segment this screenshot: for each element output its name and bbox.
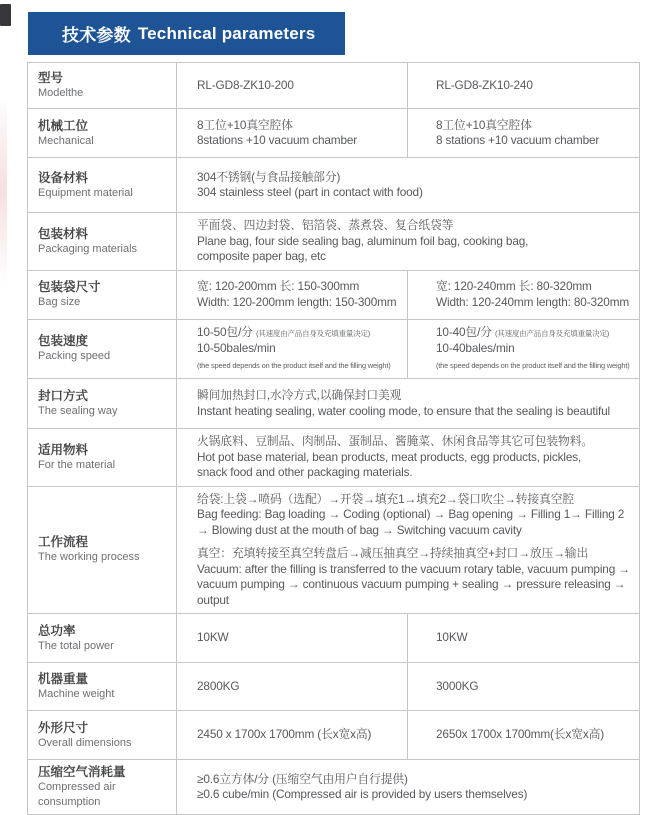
value-text: Width: 120-240mm length: 80-320mm [436, 294, 630, 309]
value-text: RL-GD8-ZK10-240 [436, 77, 533, 92]
value-note: (其速度由产品自身及充填重量决定) [255, 328, 371, 338]
value-text: 10-50bales/min [197, 341, 276, 355]
table-row [28, 109, 640, 158]
value-note: (the speed depends on the product itself and the filling weight) [436, 360, 630, 370]
value-line [197, 185, 631, 201]
value-line [197, 787, 631, 803]
row-label-zh: 机器重量 [38, 672, 89, 686]
value-line [197, 357, 399, 374]
value-line [197, 465, 631, 481]
value-text: 10-40bales/min [436, 341, 515, 355]
row-label-zh: 总功率 [38, 623, 76, 638]
row-label [28, 63, 177, 109]
value-line [197, 679, 399, 695]
row-label-en: The sealing way [38, 405, 118, 417]
value-cell [177, 614, 408, 663]
row-label [28, 663, 177, 711]
value-text: 瞬间加热封口,水冷方式,以确保封口美观 [197, 388, 402, 402]
value-line [436, 295, 631, 311]
row-label [28, 109, 177, 158]
row-label-en: Machine weight [38, 688, 115, 700]
value-text: 304 stainless steel (part in contact with food) [197, 185, 423, 199]
row-label-en: Equipment material [38, 186, 133, 199]
value-cell [177, 63, 408, 109]
row-label-en: For the material [38, 458, 116, 471]
table-row [28, 63, 640, 109]
value-cell [408, 663, 640, 711]
value-cell [408, 63, 640, 109]
row-label-en: Packing speed [38, 350, 111, 363]
scan-smudge [0, 95, 7, 285]
value-text: 平面袋、四边封袋、铝箔袋、蒸煮袋、复合纸袋等 [197, 218, 454, 232]
row-label-zh: 机械工位 [38, 118, 89, 133]
table-row [28, 319, 640, 379]
row-label-zh: 封口方式 [38, 389, 89, 403]
table-row [28, 663, 640, 711]
value-line [197, 546, 631, 562]
value-text: 给袋:上袋→喷码（选配）→开袋→填充1→填充2→袋口吹尘→转接真空腔 [197, 491, 575, 506]
value-line [197, 249, 631, 265]
value-text: snack food and other packaging materials. [197, 465, 413, 479]
value-text: 10-50包/分 [197, 324, 256, 339]
value-text: 10KW [436, 630, 468, 645]
row-label-en: Mechanical [38, 134, 94, 147]
value-cell [177, 711, 408, 760]
value-cell [177, 213, 640, 271]
section-title-zh: 技术参数 [62, 26, 131, 45]
value-line [197, 218, 631, 234]
row-label-en: Overall dimensions [38, 736, 132, 749]
spec-table-body [28, 63, 640, 815]
value-text: 2800KG [197, 678, 240, 693]
table-row [28, 270, 640, 319]
row-label-en: Compressed air consumption [38, 781, 116, 808]
value-cell [177, 109, 408, 158]
value-line [436, 325, 631, 342]
value-text: Width: 120-200mm length: 150-300mm [197, 294, 397, 309]
scan-artifact-mark [0, 4, 11, 26]
row-label-zh: 包装材料 [38, 226, 89, 241]
value-text: Instant heating sealing, water cooling mode, to ensure that the sealing is beautiful [197, 403, 611, 418]
row-label-en: Packaging materials [38, 242, 138, 255]
table-row [28, 429, 640, 487]
row-label-zh: 压缩空气消耗量 [38, 765, 126, 779]
table-row [28, 379, 640, 429]
spec-table [27, 62, 640, 815]
value-cell [408, 270, 640, 319]
row-label [28, 158, 177, 213]
row-label [28, 711, 177, 760]
value-line [197, 279, 399, 295]
value-cell [177, 319, 408, 379]
value-line [197, 234, 631, 250]
value-line [197, 507, 631, 538]
value-note: (the speed depends on the product itself and the filling weight) [197, 360, 391, 370]
value-text: 宽: 120-240mm 长: 80-320mm [436, 279, 592, 293]
value-text: RL-GD8-ZK10-200 [197, 77, 294, 92]
row-label [28, 213, 177, 271]
table-row [28, 760, 640, 815]
value-cell [408, 711, 640, 760]
value-line [197, 133, 399, 149]
row-label [28, 379, 177, 429]
row-label-en: The total power [38, 639, 114, 652]
table-row [28, 711, 640, 760]
table-row [28, 158, 640, 213]
section-header-banner [28, 12, 345, 55]
value-cell [408, 109, 640, 158]
value-text: 10-40包/分 [436, 324, 495, 339]
value-line [197, 295, 399, 311]
value-line [197, 404, 631, 420]
value-text: composite paper bag, etc [197, 249, 326, 263]
value-text: 8工位+10真空腔体 [436, 117, 532, 132]
value-text: 304不锈钢(与食品接触部分) [197, 169, 341, 184]
row-label-zh: 包装速度 [38, 334, 89, 349]
value-line [436, 341, 631, 357]
value-text: Plane bag, four side sealing bag, aluminum foil bag, cooking bag, [197, 233, 529, 248]
value-line [436, 630, 631, 646]
value-text: 8stations +10 vacuum chamber [197, 133, 358, 147]
row-label-zh: 设备材料 [38, 170, 89, 185]
value-text: 真空：充填转接至真空转盘后→减压抽真空→持续抽真空+封口→放压→输出 [197, 546, 589, 560]
row-label-en: The working process [38, 551, 140, 564]
value-cell [408, 319, 640, 379]
table-row [28, 486, 640, 614]
row-label-zh: 工作流程 [38, 535, 89, 550]
value-line [436, 78, 631, 94]
value-line [197, 341, 399, 357]
value-line [197, 727, 399, 743]
value-text: 2650x 1700x 1700mm(长x宽x高) [436, 727, 605, 742]
row-label-en: Bag size [38, 296, 81, 308]
value-text: Bag feeding: Bag loading → Coding (optional) → Bag opening → Filling 1→ Filling 2 → Blowing dust at the mouth of bag → Switching vacuum cavity [197, 507, 625, 537]
value-cell [177, 429, 640, 487]
value-line [197, 170, 631, 186]
row-label [28, 760, 177, 815]
value-line [436, 679, 631, 695]
value-line [197, 388, 631, 404]
value-cell [177, 158, 640, 213]
value-line [197, 562, 631, 609]
value-line [197, 492, 631, 508]
value-text: 3000KG [436, 678, 479, 693]
value-cell [408, 614, 640, 663]
row-label [28, 319, 177, 379]
value-cell [177, 486, 640, 614]
value-cell [177, 379, 640, 429]
value-cell [177, 270, 408, 319]
value-text: 8工位+10真空腔体 [197, 117, 293, 132]
value-text: Hot pot base material, bean products, meat products, egg products, pickles, [197, 449, 582, 464]
row-label-zh: 外形尺寸 [38, 720, 89, 735]
value-line [197, 630, 399, 646]
row-label-zh: 型号 [38, 71, 64, 85]
row-label-en: Modelthe [38, 87, 84, 99]
table-row [28, 614, 640, 663]
value-text: 10KW [197, 630, 229, 645]
value-line [197, 325, 399, 342]
value-text: ≥0.6 cube/min (Compressed air is provided by users themselves) [197, 787, 528, 801]
value-text: 8 stations +10 vacuum chamber [436, 133, 600, 147]
value-line [436, 357, 631, 374]
value-line [197, 434, 631, 450]
value-line [436, 133, 631, 149]
value-text: ≥0.6立方体/分 (压缩空气由用户自行提供) [197, 771, 408, 786]
value-cell [177, 663, 408, 711]
value-note: (其速度由产品自身及充填重量决定) [494, 328, 610, 338]
value-cell [177, 760, 640, 815]
table-row [28, 213, 640, 271]
value-text: 火锅底料、豆制品、肉制品、蛋制品、酱腌菜、休闲食品等其它可包装物料。 [197, 434, 593, 448]
section-title-en: Technical parameters [137, 23, 316, 43]
value-text: 2450 x 1700x 1700mm (长x宽x高) [197, 727, 372, 742]
value-line [197, 118, 399, 134]
row-label [28, 270, 177, 319]
row-label [28, 614, 177, 663]
value-line [436, 279, 631, 295]
value-line [436, 727, 631, 743]
row-label-zh: 适用物料 [38, 442, 89, 457]
value-line [197, 772, 631, 788]
row-label [28, 429, 177, 487]
value-line [197, 450, 631, 466]
value-line [197, 78, 399, 94]
row-label [28, 486, 177, 614]
value-line [436, 118, 631, 134]
value-text: 宽: 120-200mm 长: 150-300mm [197, 279, 360, 293]
value-text: Vacuum: after the filling is transferred to the vacuum rotary table, vacuum pumping → vacuum pumping → continuous vacuum pumping + sealing → pressure releasing → output [197, 561, 630, 607]
row-label-zh: 包装袋尺寸 [38, 280, 101, 294]
